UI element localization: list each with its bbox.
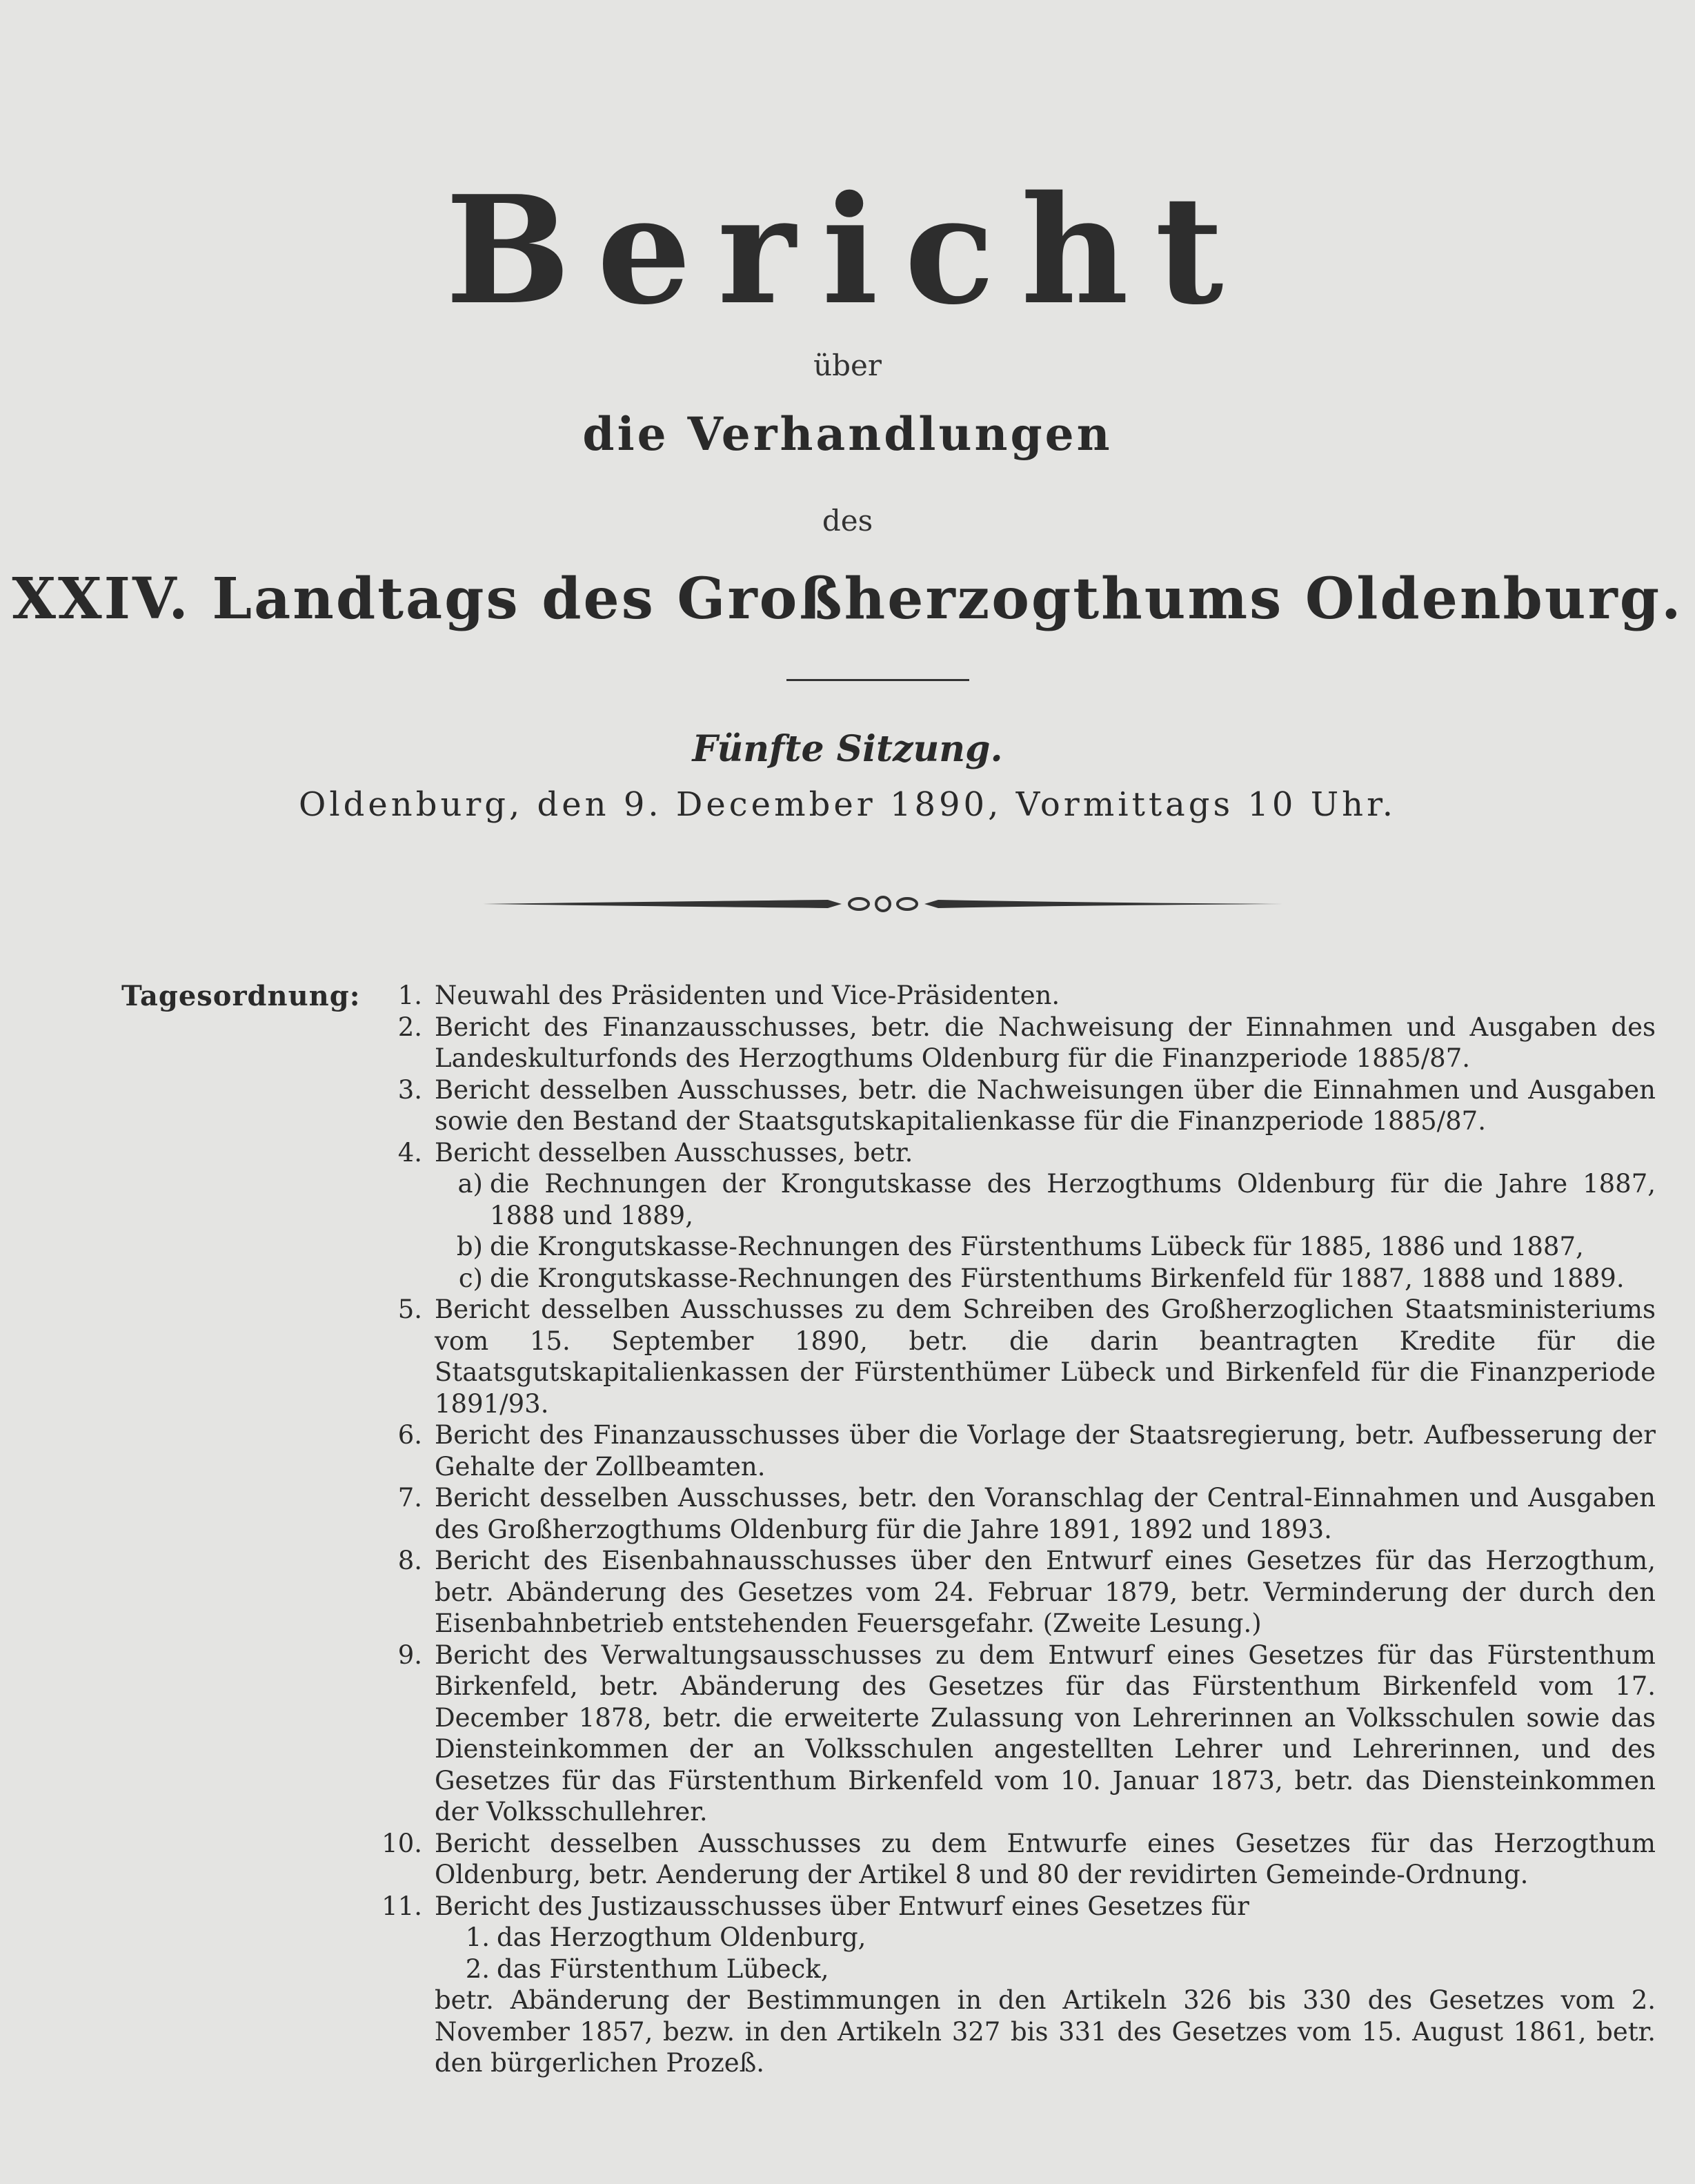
dateline: Oldenburg, den 9. December 1890, Vormittags 10 Uhr.	[298, 785, 1397, 824]
item-text: Bericht desselben Ausschusses, betr. den Voranschlag der Central-Einnahmen und Ausgaben des Großherzogthums Oldenburg für die Jahre 1891, 1892 und 1893.	[435, 1483, 1656, 1544]
item-number: 11.	[381, 1891, 422, 1921]
item-number: 3.	[397, 1074, 422, 1105]
item-text: Neuwahl des Präsidenten und Vice-Präsidenten.	[435, 981, 1060, 1010]
agenda-subitem-4a	[373, 1168, 1656, 1231]
item-number: 5.	[397, 1295, 422, 1324]
agenda-item-5	[373, 1294, 1656, 1419]
subitem-label: 1.	[465, 1922, 490, 1952]
item-number: 2.	[397, 1012, 422, 1042]
item-number: 4.	[397, 1137, 422, 1168]
subitem-label: b)	[456, 1232, 483, 1261]
item-text: betr. Abänderung der Bestimmungen in den Artikeln 326 bis 330 des Gesetzes vom 2. November 1857, bezw. in den Artikeln 327 bis 331 des Gesetzes vom 15. August 1861, betr. den bürgerlichen Prozeß.	[435, 1985, 1656, 2078]
subitem-text: die Krongutskasse-Rechnungen des Fürstenthums Birkenfeld für 1887, 1888 und 1889.	[490, 1263, 1625, 1293]
agenda-item-11-tail	[373, 1985, 1656, 2079]
ornament-divider-icon	[483, 883, 1283, 925]
item-text: Bericht des Justizausschusses über Entwurf eines Gesetzes für	[435, 1891, 1249, 1921]
item-text: Bericht des Verwaltungsausschusses zu dem Entwurf eines Gesetzes für das Fürstenthum Birkenfeld, betr. Abänderung des Gesetzes für das Fürstenthum Birkenfeld vom 17. December 1878, betr. die erweiterte Zulassung von Lehrerinnen an Volksschulen sowie das Diensteinkommen der an Volksschulen angestellten Lehrer und Lehrerinnen, und des Gesetzes für das Fürstenthum Birkenfeld vom 10. Januar 1873, betr. das Diensteinkommen der Volksschullehrer.	[435, 1640, 1656, 1827]
agenda-subitem-4b	[373, 1231, 1656, 1263]
agenda-list	[373, 980, 1656, 2079]
subitem-label: c)	[458, 1263, 483, 1293]
agenda-item-10	[373, 1828, 1656, 1891]
agenda-label: Tagesordnung:	[121, 980, 361, 1012]
subtitle-ueber: über	[813, 348, 882, 382]
agenda-item-6	[373, 1419, 1656, 1482]
agenda-subitem-11-1	[373, 1922, 1656, 1954]
agenda-subitem-11-2	[373, 1954, 1656, 1985]
item-number: 7.	[397, 1483, 422, 1513]
item-number: 6.	[397, 1420, 422, 1450]
agenda-item-11	[373, 1891, 1656, 1922]
agenda-item-3	[373, 1074, 1656, 1137]
item-text: Bericht desselben Ausschusses zu dem Entwurfe eines Gesetzes für das Herzogthum Oldenburg, betr. Aenderung der Artikel 8 und 80 der revidirten Gemeinde-Ordnung.	[435, 1828, 1656, 1889]
agenda-item-8	[373, 1545, 1656, 1640]
agenda-item-7	[373, 1482, 1656, 1545]
subtitle-des: des	[822, 504, 873, 538]
agenda-subitem-4c	[373, 1263, 1656, 1295]
item-text: Bericht desselben Ausschusses, betr. die Nachweisungen über die Einnahmen und Ausgaben sowie den Bestand der Staatsgutskapitalienkasse für die Finanzperiode 1885/87.	[435, 1074, 1656, 1136]
item-number: 10.	[381, 1828, 422, 1858]
subtitle-landtag: XXIV. Landtags des Großherzogthums Oldenburg.	[12, 566, 1683, 632]
session-title: Fünfte Sitzung.	[692, 728, 1003, 770]
agenda-item-2	[373, 1012, 1656, 1074]
item-number: 8.	[397, 1546, 422, 1575]
item-text: Bericht des Eisenbahnausschusses über den Entwurf eines Gesetzes für das Herzogthum, betr. Abänderung des Gesetzes vom 24. Februar 1879, betr. Verminderung der durch den Eisenbahnbetrieb entstehenden Feuersgefahr. (Zweite Lesung.)	[435, 1546, 1656, 1638]
item-text: Bericht des Finanzausschusses, betr. die Nachweisung der Einnahmen und Ausgaben des Landeskulturfonds des Herzogthums Oldenburg für die Finanzperiode 1885/87.	[435, 1012, 1656, 1073]
divider-rule	[786, 679, 969, 681]
subitem-text: das Fürstenthum Lübeck,	[497, 1954, 829, 1984]
agenda-item-1	[373, 980, 1656, 1012]
subitem-label: 2.	[465, 1954, 490, 1984]
page-title: Bericht	[445, 163, 1250, 337]
agenda-item-4	[373, 1137, 1656, 1169]
subitem-label: a)	[457, 1169, 483, 1199]
item-number: 9.	[397, 1640, 422, 1670]
item-text: Bericht desselben Ausschusses zu dem Schreiben des Großherzoglichen Staatsministeriums vom 15. September 1890, betr. die darin beantragten Kredite für die Staatsgutskapitalienkassen der Fürstenthümer Lübeck und Birkenfeld für die Finanzperiode 1891/93.	[435, 1295, 1656, 1419]
item-text: Bericht desselben Ausschusses, betr.	[435, 1137, 913, 1168]
subitem-text: die Rechnungen der Krongutskasse des Herzogthums Oldenburg für die Jahre 1887, 1888 und 1889,	[490, 1169, 1656, 1230]
item-number: 1.	[397, 981, 422, 1010]
subitem-text: das Herzogthum Oldenburg,	[497, 1922, 866, 1952]
item-text: Bericht des Finanzausschusses über die Vorlage der Staatsregierung, betr. Aufbesserung der Gehalte der Zollbeamten.	[435, 1420, 1656, 1482]
subtitle-verhandlungen: die Verhandlungen	[582, 407, 1113, 461]
subitem-text: die Krongutskasse-Rechnungen des Fürstenthums Lübeck für 1885, 1886 und 1887,	[490, 1232, 1584, 1261]
agenda-item-9	[373, 1640, 1656, 1828]
